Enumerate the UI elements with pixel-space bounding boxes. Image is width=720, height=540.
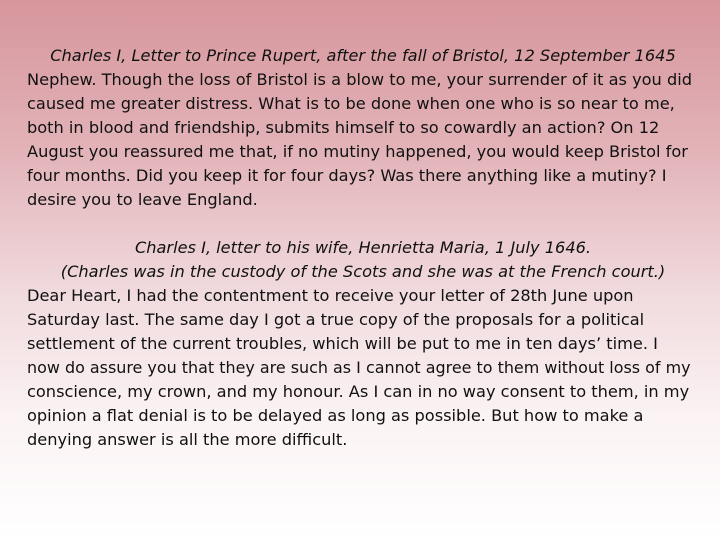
body-line: conscience, my crown, and my honour. As I can in no way consent to them, in my bbox=[27, 382, 690, 401]
body-line: opinion a flat denial is to be delayed as long as possible. But how to make a bbox=[27, 406, 644, 425]
body-line: now do assure you that they are such as I cannot agree to them without loss of my bbox=[27, 358, 691, 377]
letter-to-henrietta-maria bbox=[27, 236, 699, 452]
letter-body bbox=[27, 284, 699, 452]
letter-to-prince-rupert bbox=[27, 44, 699, 212]
heading-line: Charles I, Letter to Prince Rupert, after the fall of Bristol, 12 September 1645 bbox=[50, 46, 676, 65]
body-line: caused me greater distress. What is to be done when one who is so near to me, bbox=[27, 94, 675, 113]
body-line: both in blood and friendship, submits himself to so cowardly an action? On 12 bbox=[27, 118, 660, 137]
heading-line: (Charles was in the custody of the Scots and she was at the French court.) bbox=[60, 262, 666, 281]
heading-line: Charles I, letter to his wife, Henrietta Maria, 1 July 1646. bbox=[134, 238, 592, 257]
body-line: Dear Heart, I had the contentment to receive your letter of 28th June upon bbox=[27, 286, 634, 305]
body-line: denying answer is all the more difficult. bbox=[27, 430, 348, 449]
letter-heading bbox=[27, 236, 699, 284]
body-line: four months. Did you keep it for four days? Was there anything like a mutiny? I bbox=[27, 166, 667, 185]
body-line: August you reassured me that, if no mutiny happened, you would keep Bristol for bbox=[27, 142, 688, 161]
body-line: Saturday last. The same day I got a true copy of the proposals for a political bbox=[27, 310, 645, 329]
body-line: settlement of the current troubles, which will be put to me in ten days’ time. I bbox=[27, 334, 658, 353]
body-line: Nephew. Though the loss of Bristol is a blow to me, your surrender of it as you did bbox=[27, 70, 693, 89]
body-line: desire you to leave England. bbox=[27, 190, 258, 209]
letter-body bbox=[27, 68, 699, 212]
letter-heading bbox=[27, 44, 699, 68]
